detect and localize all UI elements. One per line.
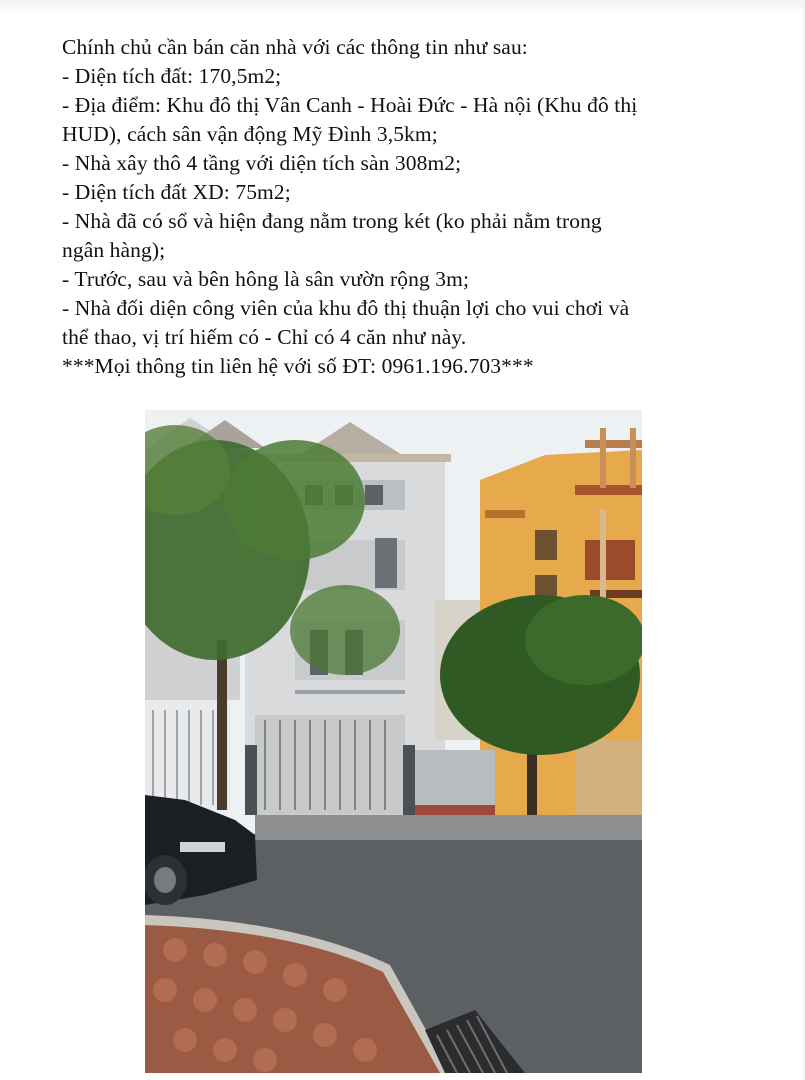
post-line: ngân hàng); bbox=[62, 238, 166, 262]
post-line: Chính chủ cần bán căn nhà với các thông tin như sau: bbox=[62, 35, 528, 59]
top-shadow bbox=[0, 0, 805, 14]
house-photo-illustration bbox=[145, 410, 642, 1073]
post-line: - Nhà đối diện công viên của khu đô thị thuận lợi cho vui chơi và bbox=[62, 296, 630, 320]
post-line: - Diện tích đất: 170,5m2; bbox=[62, 64, 282, 88]
house-photo bbox=[145, 410, 642, 1073]
post-line: - Diện tích đất XD: 75m2; bbox=[62, 180, 291, 204]
post-line: thể thao, vị trí hiếm có - Chỉ có 4 căn như này. bbox=[62, 325, 467, 349]
post-text bbox=[62, 33, 762, 381]
post-line: ***Mọi thông tin liên hệ với số ĐT: 0961.196.703*** bbox=[62, 354, 534, 378]
post-line: - Nhà xây thô 4 tầng với diện tích sàn 308m2; bbox=[62, 151, 462, 175]
post-line: - Trước, sau và bên hông là sân vườn rộng 3m; bbox=[62, 267, 470, 291]
post-line: HUD), cách sân vận động Mỹ Đình 3,5km; bbox=[62, 122, 438, 146]
post-line: - Nhà đã có sổ và hiện đang nằm trong két (ko phải nằm trong bbox=[62, 209, 602, 233]
post-line: - Địa điểm: Khu đô thị Vân Canh - Hoài Đức - Hà nội (Khu đô thị bbox=[62, 93, 638, 117]
